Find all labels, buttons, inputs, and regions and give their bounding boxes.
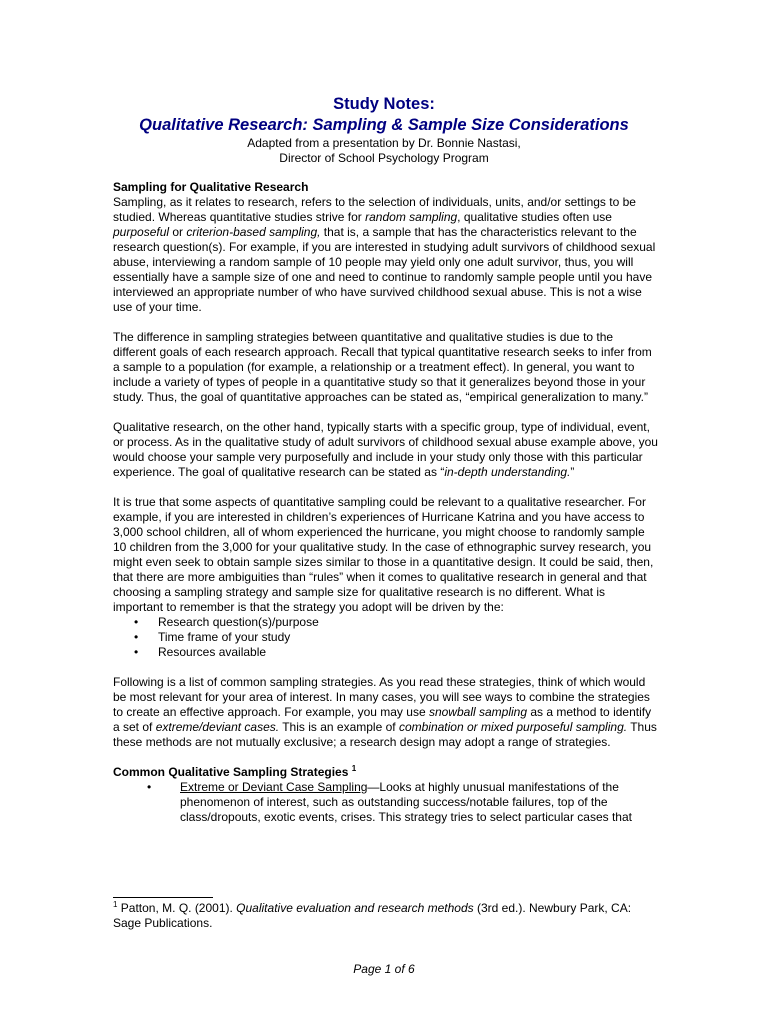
footnote-book-title: Qualitative evaluation and research methods bbox=[236, 901, 474, 915]
paragraph-1-text-d: that is, a sample that has the characteristics relevant to the research question(s). For example, if you are interested in studying adult survivors of childhood sexual abuse, interviewing a random sample of 10 people may yield only one adult survivor, thus, you will essentially have a sample size of one and need to continue to randomly sample people until you have interviewed an appropriate number of who have survived childhood sexual abuse. This is not a wise use of your time. bbox=[113, 225, 656, 314]
paragraph-3 bbox=[113, 420, 658, 480]
page-number: Page 1 of 6 bbox=[353, 962, 415, 976]
footnote-text-b: (3rd ed.). Newbury Park, CA: Sage Publications. bbox=[113, 901, 632, 930]
paragraph-1-text-b: , qualitative studies often use bbox=[457, 210, 612, 224]
section-heading-sampling: Sampling for Qualitative Research bbox=[113, 180, 309, 194]
term-combination-sampling: combination or mixed purposeful sampling. bbox=[398, 720, 628, 734]
list-item: • Resources available bbox=[113, 645, 658, 660]
term-purposeful: purposeful bbox=[113, 225, 170, 239]
paragraph-3-text-b: ” bbox=[570, 465, 575, 479]
document-subtitle: Qualitative Research: Sampling & Sample Size Considerations bbox=[139, 116, 629, 134]
bullet-dot: • bbox=[147, 780, 152, 794]
attribution-line-1: Adapted from a presentation by Dr. Bonnie Nastasi, bbox=[247, 136, 521, 150]
paragraph-5-text-d: Thus these methods are not mutually exclusive; a research design may adopt a range of strategies. bbox=[113, 720, 657, 749]
paragraph-5-text-b: as a method to identify a set of bbox=[113, 705, 652, 734]
footnote bbox=[113, 901, 658, 931]
strategy-label: Extreme or Deviant Case Sampling bbox=[180, 780, 368, 794]
attribution-line-2: Director of School Psychology Program bbox=[279, 151, 489, 165]
paragraph-5-text-c: This is an example of bbox=[279, 720, 399, 734]
list-item: • Research question(s)/purpose bbox=[113, 615, 658, 630]
term-extreme-deviant-cases: extreme/deviant cases. bbox=[155, 720, 280, 734]
footnote-divider bbox=[113, 897, 213, 898]
footnote-marker: 1 bbox=[113, 900, 118, 909]
paragraph-4: It is true that some aspects of quantitative sampling could be relevant to a qualitative researcher. For example, if you are interested in children’s experiences of Hurricane Katrina and you have access to 3,000 school children, all of whom experienced the hurricane, you might choose to randomly sample 10 children from the 3,000 for your qualitative study. In the case of ethnographic survey research, you might even seek to obtain sample sizes similar to those in a quantitative design. It could be said, then, that there are more ambiguities than “rules” when it comes to qualitative research in general and that choosing a sampling strategy and sample size for qualitative research is no different. What is important to remember is that the strategy you adopt will be driven by the: bbox=[113, 495, 654, 614]
term-criterion-based: criterion-based sampling, bbox=[186, 225, 321, 239]
section-heading-strategies bbox=[113, 765, 658, 780]
paragraph-5-text-a: Following is a list of common sampling strategies. As you read these strategies, think of which would be most relevant for your area of interest. In many cases, you will see ways to combine the strategies to create an effective approach. For example, you may use bbox=[113, 675, 650, 719]
footnote-reference[interactable]: 1 bbox=[351, 764, 357, 773]
driver-list bbox=[113, 615, 658, 660]
term-in-depth-understanding: in-depth understanding. bbox=[444, 465, 571, 479]
term-snowball-sampling: snowball sampling bbox=[428, 705, 528, 719]
paragraph-5 bbox=[113, 675, 658, 750]
document-body bbox=[113, 180, 658, 825]
strategy-item-extreme-deviant bbox=[113, 780, 658, 825]
section-heading-strategies-text: Common Qualitative Sampling Strategies bbox=[113, 765, 349, 779]
document-title: Study Notes: bbox=[333, 95, 435, 113]
paragraph-1-text-c: or bbox=[169, 225, 187, 239]
paragraph-1 bbox=[113, 195, 658, 315]
strategy-description: —Looks at highly unusual manifestations of the phenomenon of interest, such as outstanding success/notable failures, top of the class/dropouts, exotic events, crises. This strategy tries to select particular cases that bbox=[180, 780, 632, 824]
document-header bbox=[0, 94, 768, 166]
list-item: • Time frame of your study bbox=[113, 630, 658, 645]
paragraph-3-text-a: Qualitative research, on the other hand, typically starts with a specific group, type of individual, event, or process. As in the qualitative study of adult survivors of childhood sexual abuse example above, you would choose your sample very purposefully and include in your study only those with this particular experience. The goal of qualitative research can be stated as “ bbox=[113, 420, 658, 479]
footnote-text-a: Patton, M. Q. (2001). bbox=[117, 901, 237, 915]
term-random-sampling: random sampling bbox=[365, 210, 458, 224]
paragraph-2: The difference in sampling strategies between quantitative and qualitative studies is due to the different goals of each research approach. Recall that typical quantitative research seeks to infer from a sample to a population (for example, a relationship or a treatment effect). In general, you want to include a variety of types of people in a quantitative study so that it generalizes beyond those in your study. Thus, the goal of quantitative approaches can be stated as, “empirical generalization to many.” bbox=[113, 330, 652, 404]
paragraph-1-text-a: Sampling, as it relates to research, refers to the selection of individuals, units, and/or settings to be studied. Whereas quantitative studies strive for bbox=[113, 195, 636, 224]
